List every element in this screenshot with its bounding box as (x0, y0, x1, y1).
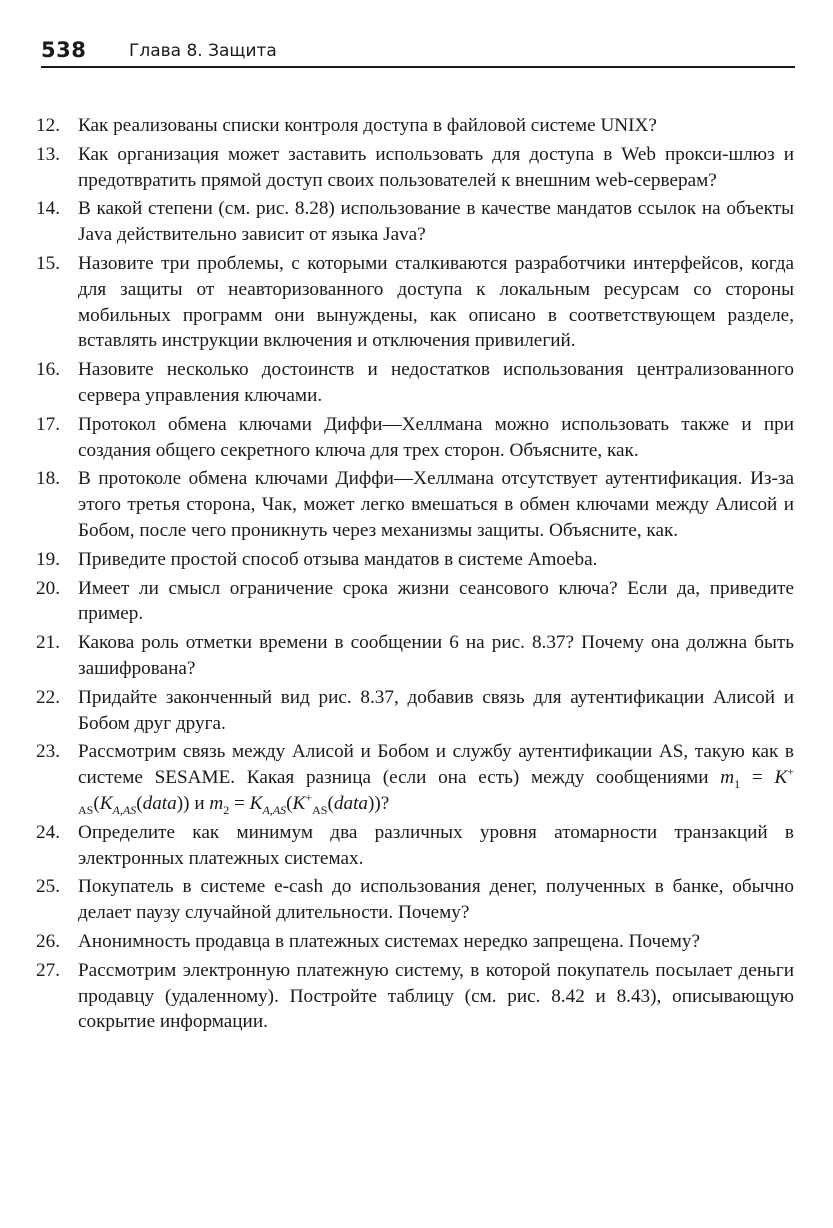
question-number: 13. (36, 143, 60, 165)
question-text: Имеет ли смысл ограничение срока жизни сеансового ключа? Если да, приведите пример. (78, 577, 794, 625)
question-number: 20. (36, 577, 60, 599)
question-26 (36, 929, 794, 955)
question-21 (36, 630, 794, 682)
question-text (78, 739, 794, 816)
question-number: 22. (36, 686, 60, 708)
question-22 (36, 685, 794, 737)
question-text: Какова роль отметки времени в сообщении 6 на рис. 8.37? Почему она должна быть зашифрована? (78, 632, 794, 679)
question-number: 16. (36, 359, 60, 381)
question-text: Придайте законченный вид рис. 8.37, добавив связь для аутентификации Алисой и Бобом друг друга. (78, 686, 794, 734)
question-24 (36, 820, 794, 872)
question-number: 23. (36, 741, 60, 763)
question-text: Назовите три проблемы, с которыми сталкиваются разработчики интерфейсов, когда для защиты от неавторизованного доступа к локальным ресурсам со стороны мобильных программ они вынуждены, как описано в соответствующем разделе, вставлять инструкции включения и отключения привилегий. (78, 252, 794, 352)
page-number: 538 (41, 38, 87, 62)
question-25 (36, 874, 794, 926)
question-23 (36, 739, 794, 816)
question-list (36, 113, 794, 1038)
question-17 (36, 412, 794, 464)
question-text: Назовите несколько достоинств и недостатков использования централизованного сервера управления ключами. (78, 359, 794, 406)
question-number: 27. (36, 959, 60, 981)
question-number: 18. (36, 468, 60, 490)
question-number: 19. (36, 548, 60, 570)
question-text: Рассмотрим электронную платежную систему, в которой покупатель посылает деньги продавцу (удаленному). Постройте таблицу (см. рис. 8.42 и 8.43), описывающую сокрытие информации. (78, 959, 794, 1033)
question-16 (36, 357, 794, 409)
question-number: 26. (36, 930, 60, 952)
page-header (41, 36, 795, 68)
question-27 (36, 958, 794, 1035)
question-text: В какой степени (см. рис. 8.28) использование в качестве мандатов ссылок на объекты Java действительно зависит от языка Java? (78, 198, 794, 246)
chapter-title: Глава 8. Защита (129, 41, 277, 61)
question-text: Как реализованы списки контроля доступа в файловой системе UNIX? (78, 115, 657, 136)
question-text: В протоколе обмена ключами Диффи—Хеллмана отсутствует аутентификация. Из-за этого третья сторона, Чак, может легко вмешаться в обмен ключами между Алисой и Бобом, после чего проникнуть через механизмы защиты. Объясните, как. (78, 468, 794, 541)
question-19 (36, 547, 794, 573)
formula-m2: $m_2$ = $K_{A,AS}(K^+_{AS}(data))$ (209, 790, 381, 817)
question-text: Протокол обмена ключами Диффи—Хеллмана можно использовать также и при создания общего секретного ключа для трех сторон. Объясните, как. (78, 413, 794, 461)
question-text: Анонимность продавца в платежных системах нередко запрещена. Почему? (78, 930, 700, 952)
question-number: 17. (36, 413, 60, 435)
formula-tail: ? (380, 792, 390, 814)
question-text: Определите как минимум два различных уровня атомарности транзакций в электронных платежных системах. (78, 821, 794, 869)
question-18 (36, 466, 794, 543)
question-text: Приведите простой способ отзыва мандатов в системе Amoeba. (78, 548, 598, 570)
question-text: Как организация может заставить использовать для доступа в Web прокси-шлюз и предотвратить прямой доступ своих пользователей к внешним web-серверам? (78, 143, 794, 191)
question-number: 14. (36, 198, 60, 220)
question-text: Покупатель в системе e-cash до использования денег, полученных в банке, обычно делает паузу случайной длительности. Почему? (78, 876, 794, 924)
question-number: 25. (36, 876, 60, 898)
question-15 (36, 251, 794, 354)
question-number: 21. (36, 632, 60, 654)
question-12 (36, 113, 794, 139)
question-number: 15. (36, 252, 60, 274)
question-text-main: Рассмотрим связь между Алисой и Бобом и службу аутентификации AS, такую как в системе SESAME. Какая разница (если она есть) между сообщениями (78, 741, 794, 789)
question-number: 12. (36, 115, 60, 136)
question-14 (36, 196, 794, 248)
formula-connector: и (194, 792, 205, 814)
question-number: 24. (36, 821, 60, 843)
formula-m1: $m_1$ = $K^+_{AS}(K_{A,AS}(data))$ (78, 764, 795, 817)
question-20 (36, 576, 794, 628)
question-13 (36, 142, 794, 194)
